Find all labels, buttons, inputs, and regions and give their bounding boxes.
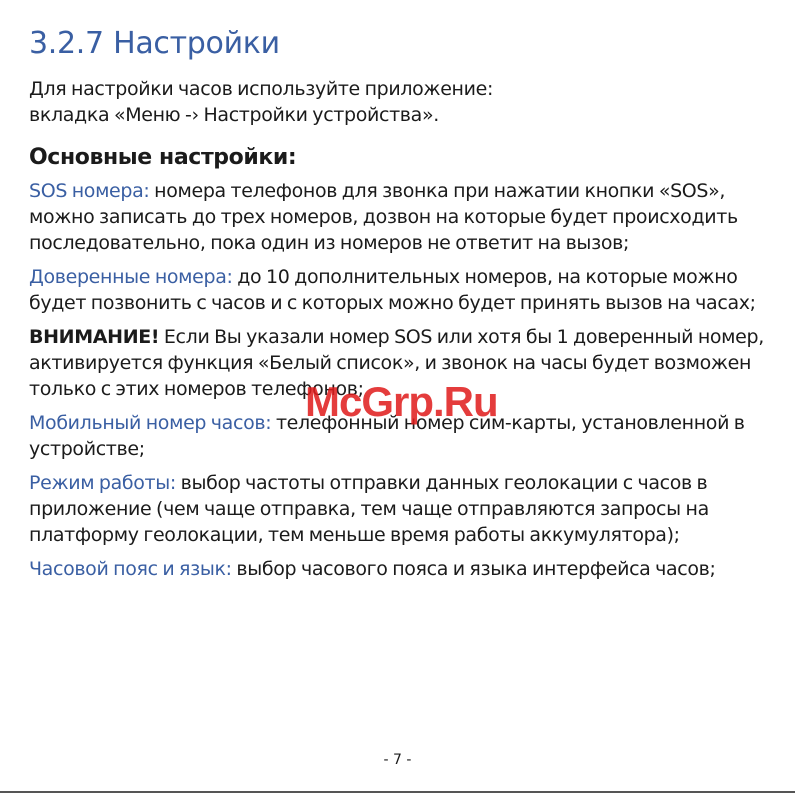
intro-line-1: Для настройки часов используйте приложение:: [29, 78, 494, 100]
watermark-logo: McGrp.Ru: [305, 378, 498, 425]
setting-term: SOS номера:: [29, 180, 150, 202]
setting-term: Режим работы:: [29, 472, 176, 494]
subheading: Основные настройки:: [29, 145, 297, 170]
setting-trusted-numbers: [29, 264, 769, 316]
setting-term: Часовой пояс и язык:: [29, 558, 232, 580]
setting-text: выбор часового пояса и языка интерфейса часов;: [231, 558, 716, 580]
setting-term: Мобильный номер часов:: [29, 412, 272, 434]
setting-text: телефонный номер сим-карты, установленной в устройстве;: [29, 412, 745, 460]
warning-label: ВНИМАНИЕ!: [29, 326, 160, 348]
intro-paragraph: [29, 76, 769, 128]
setting-text: номера телефонов для звонка при нажатии кнопки «SOS», можно записать до трех номеров, дозвон на которые будет происходить последовательно, пока один из номеров не ответит на вызов;: [29, 180, 738, 254]
setting-work-mode: [29, 470, 769, 548]
bottom-divider: [0, 791, 795, 793]
setting-timezone-language: [29, 556, 769, 582]
manual-page: [29, 24, 769, 590]
page-number: - 7 -: [383, 752, 412, 768]
intro-line-2: вкладка «Меню -› Настройки устройства».: [29, 104, 439, 126]
setting-text: до 10 дополнительных номеров, на которые можно будет позвонить с часов и с которых можно будет принять вызов на часах;: [29, 266, 756, 314]
warning-text: Если Вы указали номер SOS или хотя бы 1 доверенный номер, активируется функция «Белый список», и звонок на часы будет возможен только с этих номеров телефонов;: [29, 326, 764, 400]
section-title: 3.2.7 Настройки: [29, 26, 280, 61]
setting-text: выбор частоты отправки данных геолокации с часов в приложение (чем чаще отправка, тем чаще отправляются запросы на платформу геолокации, тем меньше время работы аккумулятора);: [29, 472, 709, 546]
setting-sos-numbers: [29, 178, 769, 256]
setting-term: Доверенные номера:: [29, 266, 233, 288]
